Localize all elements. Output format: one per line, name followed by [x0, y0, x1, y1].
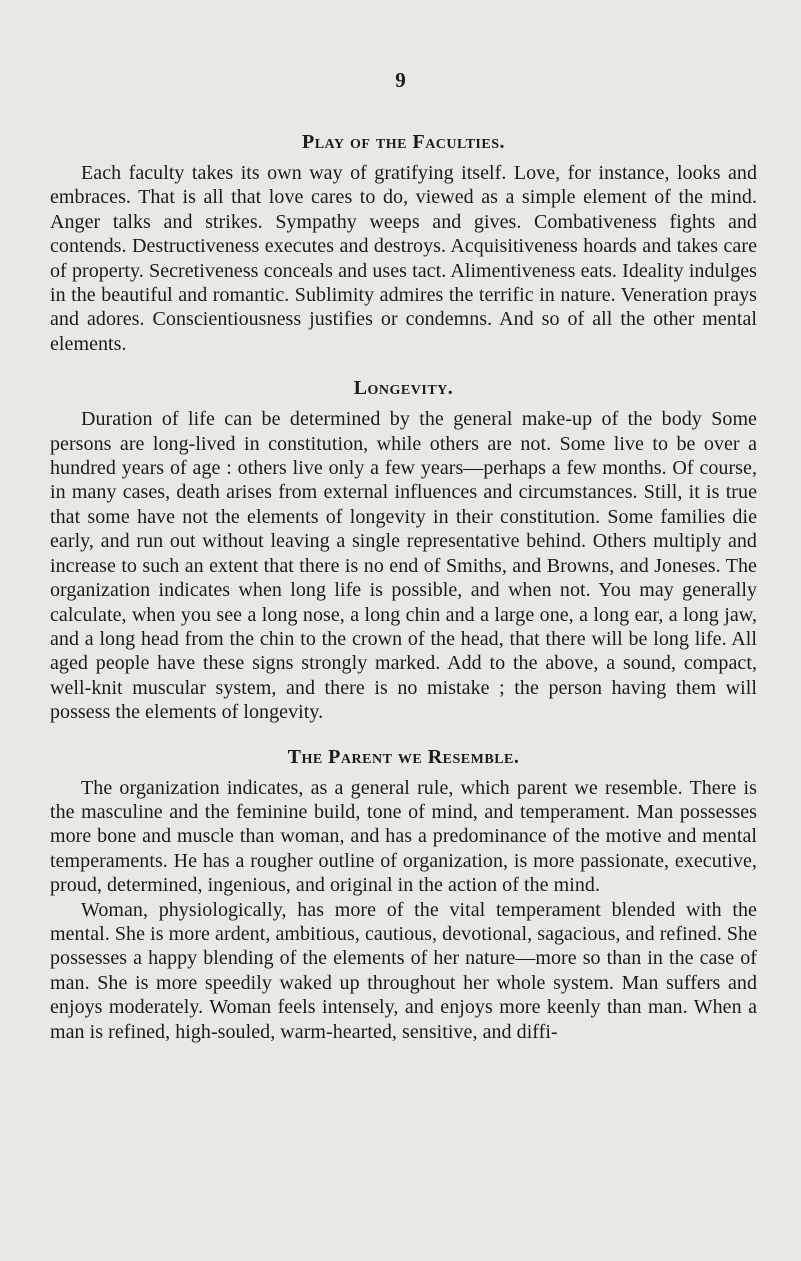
paragraph: Duration of life can be determined by the general make-up of the body Some persons are long-lived in constitution, while others are not. Some live to be over a hundred years of age : others live only a few years—perhaps a few months. Of course, in many cases, death arises from external influences and circumstances. Still, it is true that some have not the elements of longevity in their constitution. Some families die early, and run out without leaving a single representative behind. Others multiply and increase to such an extent that there is no end of Smiths, and Browns, and Joneses. The organization indicates when long life is possible, and when not. You may generally calculate, when you see a long nose, a long chin and a large one, a long ear, a long jaw, and a long head from the chin to the crown of the head, that there will be long life. All aged people have these signs strongly marked. Add to the above, a sound, compact, well-knit muscular system, and there is no mistake ; the person having them will possess the elements of longevity. — [50, 408, 757, 724]
section-heading: Play of the Faculties. — [301, 131, 505, 153]
paragraph: The organization indicates, as a general rule, which parent we resemble. There is the masculine and the feminine build, tone of mind, and temperament. Man possesses more bone and muscle than woman, and has a predominance of the motive and mental temperaments. He has a rougher outline of organization, is more passionate, executive, proud, determined, ingenious, and original in the action of the mind. — [50, 776, 757, 897]
paragraph: Woman, physiologically, has more of the vital temperament blended with the mental. She is more ardent, ambitious, cautious, devotional, sagacious, and refined. She possesses a happy blending of the elements of her nature—more so than in the case of man. She is more speedily waked up throughout her whole system. Man suffers and enjoys moderately. Woman feels intensely, and enjoys more keenly than man. When a man is refined, high-souled, warm-hearted, sensitive, and diffi- — [50, 898, 757, 1043]
section-heading: Longevity. — [353, 377, 454, 400]
page-body — [50, 128, 757, 1044]
section-parent-we-resemble — [50, 743, 757, 1044]
section-play-of-the-faculties — [50, 128, 757, 356]
section-longevity — [50, 374, 757, 724]
page-number: 9 — [395, 68, 406, 92]
paragraph: Each faculty takes its own way of gratifying itself. Love, for instance, looks and embraces. That is all that love cares to do, viewed as a simple element of the mind. Anger talks and strikes. Sympathy weeps and gives. Combativeness fights and contends. Destructiveness executes and destroys. Acquisitiveness hoards and takes care of property. Secretiveness conceals and uses tact. Alimentiveness eats. Ideality indulges in the beautiful and romantic. Sublimity admires the terrific in nature. Veneration prays and adores. Conscientiousness justifies or condemns. And so of all the other mental elements. — [50, 162, 757, 355]
section-heading: The Parent we Resemble. — [287, 745, 520, 768]
